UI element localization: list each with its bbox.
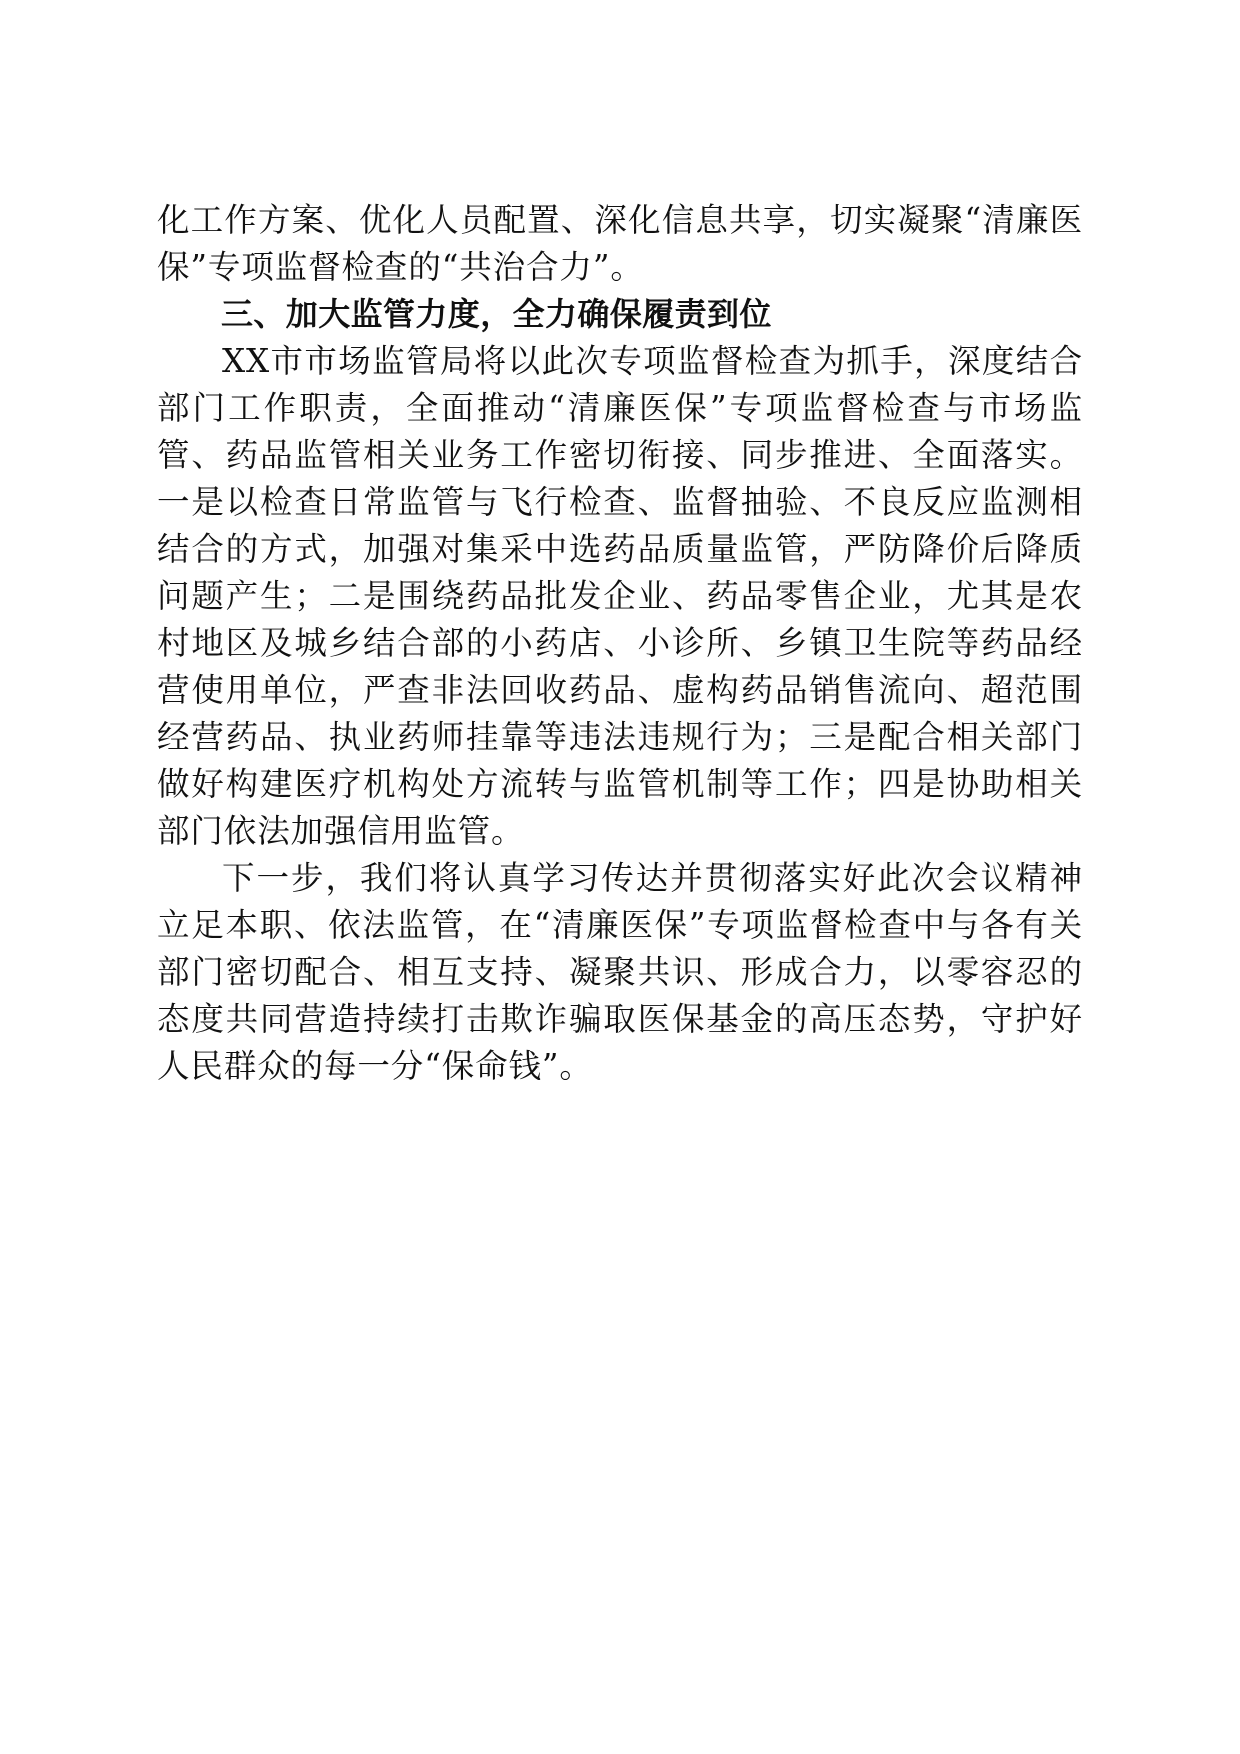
next-steps-paragraph: 下一步，我们将认真学习传达并贯彻落实好此次会议精神立足本职、依法监管，在“清廉医保”专项监督检查中与各有关部门密切配合、相互支持、凝聚共识、形成合力，以零容忍的态度共同营造持续打击欺诈骗取医保基金的高压态势，守护好人民群众的每一分“保命钱”。 [157,859,1083,1085]
section-three-body-paragraph: XX市市场监管局将以此次专项监督检查为抓手，深度结合部门工作职责，全面推动“清廉医保”专项监督检查与市场监管、药品监管相关业务工作密切衔接、同步推进、全面落实。一是以检查日常监管与飞行检查、监督抽验、不良反应监测相结合的方式，加强对集采中选药品质量监管，严防降价后降质问题产生；二是围绕药品批发企业、药品零售企业，尤其是农村地区及城乡结合部的小药店、小诊所、乡镇卫生院等药品经营使用单位，严查非法回收药品、虚构药品销售流向、超范围经营药品、执业药师挂靠等违法违规行为；三是配合相关部门做好构建医疗机构处方流转与监管机制等工作；四是协助相关部门依法加强信用监管。 [157,342,1083,850]
section-heading: 三、加大监管力度，全力确保履责到位 [221,295,772,333]
continued-paragraph: 化工作方案、优化人员配置、深化信息共享，切实凝聚“清廉医保”专项监督检查的“共治合力”。 [157,201,1083,286]
document-body [157,197,1083,1090]
